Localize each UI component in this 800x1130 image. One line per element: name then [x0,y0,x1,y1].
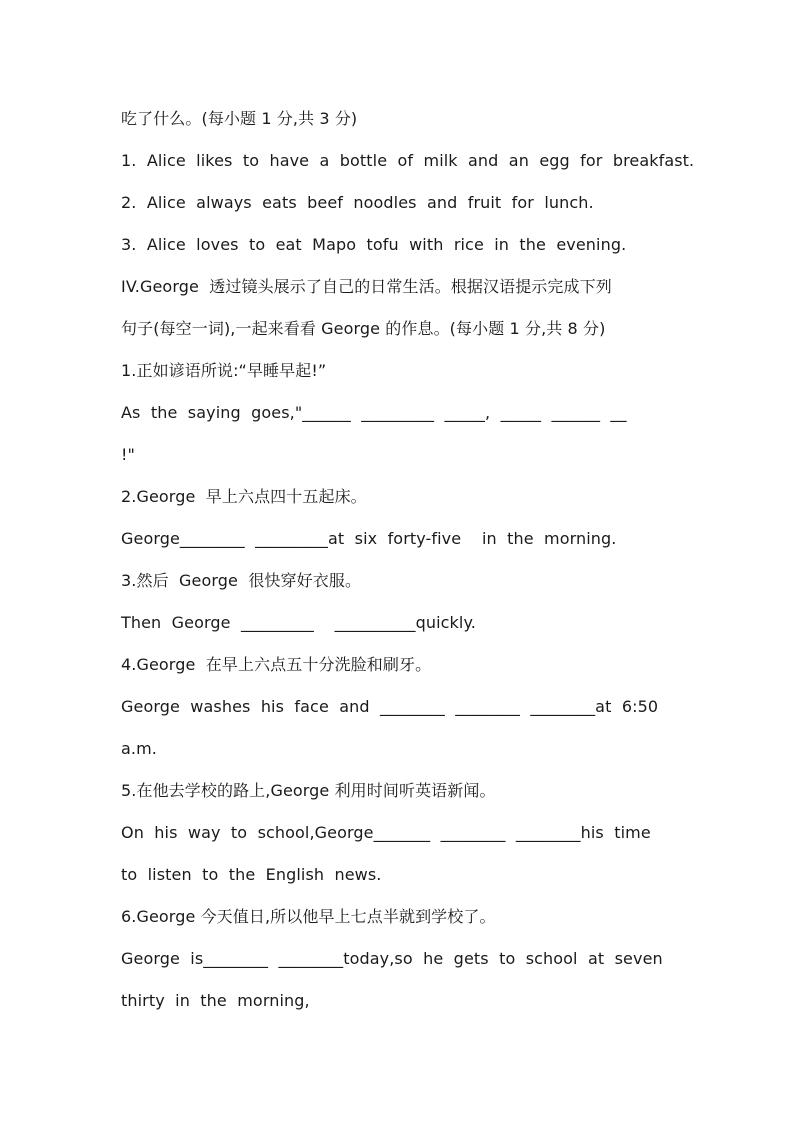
question-6-chinese: 6.George 今天值日,所以他早上七点半就到学校了。 [121,907,496,926]
question-1-chinese: 1.正如谚语所说:“早睡早起!” [121,361,327,380]
question-6-english-cont: thirty in the morning, [121,991,310,1010]
section-iv-heading-cont: 句子(每空一词),一起来看看 George 的作息。(每小题 1 分,共 8 分) [121,319,606,338]
question-4-english: George washes his face and ________ ________ ________at 6:50 [121,697,659,716]
statement-1: 1. Alice likes to have a bottle of milk and an egg for breakfast. [121,151,695,170]
question-3-chinese: 3.然后 George 很快穿好衣服。 [121,571,362,590]
question-6-english: George is________ ________today,so he gets to school at seven [121,949,663,968]
worksheet-page [121,98,695,1022]
section-iii-instruction-tail: 吃了什么。(每小题 1 分,共 3 分) [121,109,358,128]
statement-2: 2. Alice always eats beef noodles and fruit for lunch. [121,193,594,212]
section-iv-heading: IV.George 透过镜头展示了自己的日常生活。根据汉语提示完成下列 [121,277,612,296]
question-5-chinese: 5.在他去学校的路上,George 利用时间听英语新闻。 [121,781,496,800]
question-2-chinese: 2.George 早上六点四十五起床。 [121,487,367,506]
question-1-english-cont: !" [121,445,135,464]
question-1-english: As the saying goes,"______ _________ _____, _____ ______ __ [121,403,627,422]
question-4-chinese: 4.George 在早上六点五十分洗脸和刷牙。 [121,655,432,674]
question-5-english: On his way to school,George_______ ________ ________his time [121,823,651,842]
question-4-english-cont: a.m. [121,739,157,758]
statement-3: 3. Alice loves to eat Mapo tofu with rice in the evening. [121,235,627,254]
question-5-english-cont: to listen to the English news. [121,865,382,884]
question-3-english: Then George _________ __________quickly. [121,613,476,632]
question-2-english: George________ _________at six forty-five in the morning. [121,529,617,548]
